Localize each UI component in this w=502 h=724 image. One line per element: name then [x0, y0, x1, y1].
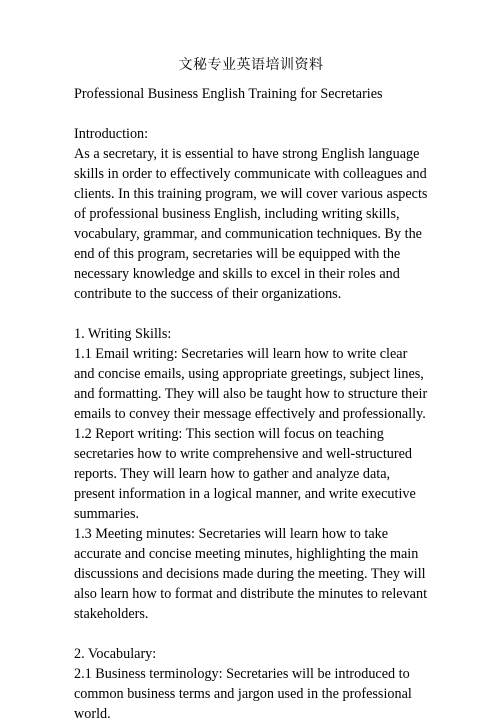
paragraph-gap: [74, 624, 430, 644]
page-header: 文秘专业英语培训资料: [178, 57, 324, 73]
paragraph-gap: [74, 104, 430, 124]
document-title: Professional Business English Training for Secretaries: [74, 86, 383, 102]
section-heading: 2. Vocabulary:: [74, 646, 157, 662]
paragraph-gap: [74, 304, 430, 324]
section-heading: 1. Writing Skills:: [74, 326, 172, 342]
intro-heading: Introduction:: [74, 126, 149, 142]
intro-paragraph: As a secretary, it is essential to have strong English language skills in order to effectively communicate with colleagues and clients. In this training program, we will cover various aspects of professional business English, including writing skills, vocabulary, grammar, and communication techniques. By the end of this program, secretaries will be equipped with the necessary knowledge and skills to excel in their roles and contribute to the success of their organizations.: [74, 146, 428, 302]
document-body: [74, 84, 430, 724]
section-item: 1.3 Meeting minutes: Secretaries will learn how to take accurate and concise meeting minutes, highlighting the main discussions and decisions made during the meeting. They will also learn how to format and distribute the minutes to relevant stakeholders.: [74, 526, 428, 622]
section-item: 1.2 Report writing: This section will focus on teaching secretaries how to write comprehensive and well-structured reports. They will learn how to gather and analyze data, present information in a logical manner, and write executive summaries.: [74, 426, 416, 522]
section-item: 2.1 Business terminology: Secretaries will be introduced to common business terms and jargon used in the professional world.: [74, 666, 412, 722]
section-item: 1.1 Email writing: Secretaries will learn how to write clear and concise emails, using appropriate greetings, subject lines, and formatting. They will also be taught how to structure their emails to convey their message effectively and professionally.: [74, 346, 428, 422]
